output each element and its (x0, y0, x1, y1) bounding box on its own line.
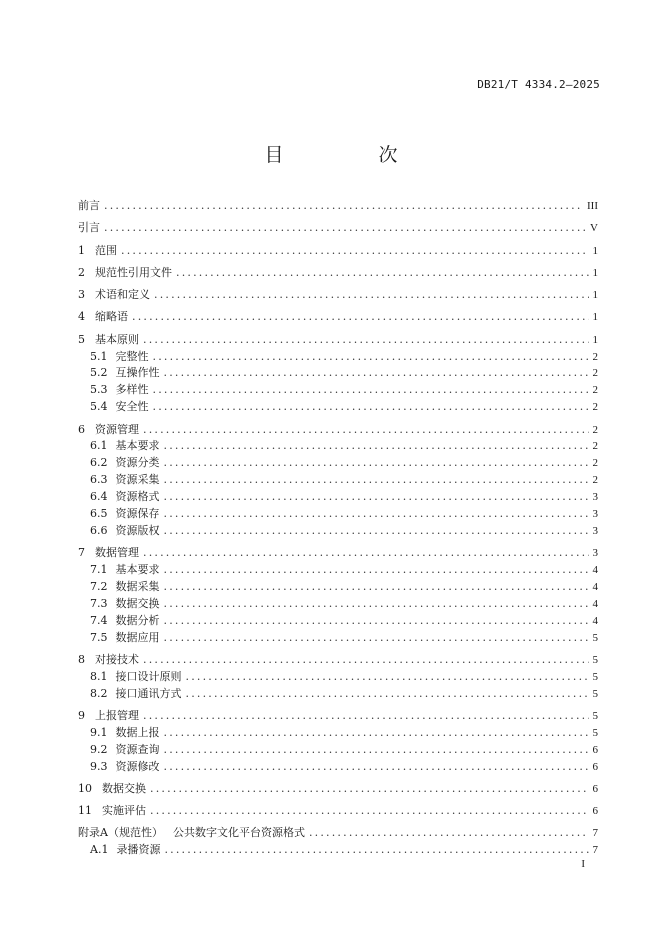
toc-dot-leader (164, 759, 589, 776)
table-of-contents (78, 198, 598, 859)
toc-entry[interactable] (78, 708, 598, 725)
toc-entry[interactable] (78, 349, 598, 366)
toc-entry-number: 8 (78, 652, 85, 666)
toc-entry-number: 9 (78, 708, 85, 722)
toc-entry-label: 互操作性 (115, 366, 160, 380)
toc-entry-label: 资源版权 (115, 523, 160, 537)
toc-dot-leader (164, 562, 589, 579)
toc-entry-page: 2 (592, 367, 598, 380)
toc-entry[interactable] (78, 382, 598, 399)
toc-entry-number: 6.6 (90, 523, 108, 537)
toc-entry-page: 1 (592, 244, 598, 257)
toc-entry-number: 8.2 (90, 686, 108, 700)
toc-entry-page: 2 (592, 350, 598, 363)
toc-entry-number: 7 (78, 546, 85, 560)
toc-entry-number: 6.5 (90, 506, 108, 520)
toc-entry-number: 7.5 (90, 630, 108, 644)
toc-entry-page: 5 (592, 726, 598, 739)
toc-entry-label: 资源分类 (115, 456, 160, 470)
toc-entry-label: 资源查询 (115, 742, 160, 756)
toc-entry[interactable] (78, 472, 598, 489)
toc-entry-label: 接口设计原则 (115, 669, 182, 683)
toc-entry-number: 1 (78, 243, 85, 257)
toc-entry-page: 2 (592, 401, 598, 414)
toc-entry-page: 2 (592, 423, 598, 436)
toc-entry-label: 安全性 (115, 400, 149, 414)
toc-dot-leader (153, 349, 589, 366)
toc-entry-label: 基本要求 (115, 439, 160, 453)
toc-entry[interactable] (78, 742, 598, 759)
toc-dot-leader (153, 382, 589, 399)
toc-dot-leader (164, 630, 589, 647)
toc-entry-number: A.1 (90, 843, 109, 857)
toc-entry-page: 5 (592, 631, 598, 644)
toc-dot-leader (143, 652, 589, 669)
toc-entry-page: III (587, 200, 598, 212)
toc-entry-number: 9.2 (90, 742, 108, 756)
toc-entry-label: 数据应用 (115, 630, 160, 644)
toc-entry[interactable] (78, 365, 598, 382)
toc-entry-page: 4 (592, 580, 598, 593)
toc-entry-page: 1 (592, 333, 598, 346)
toc-entry-label: 接口通讯方式 (115, 686, 182, 700)
toc-entry-label: 基本要求 (115, 563, 160, 577)
toc-dot-leader (143, 422, 589, 439)
document-code: DB21/T 4334.2—2025 (477, 78, 600, 91)
toc-entry[interactable] (78, 545, 598, 562)
toc-dot-leader (164, 742, 589, 759)
toc-entry[interactable] (78, 825, 598, 842)
toc-entry[interactable] (78, 455, 598, 472)
toc-entry-page: 3 (592, 524, 598, 537)
toc-entry-page: 4 (592, 597, 598, 610)
toc-entry[interactable] (78, 686, 598, 703)
toc-entry[interactable] (78, 579, 598, 596)
toc-entry-label: 上报管理 (95, 708, 139, 722)
toc-entry[interactable] (78, 523, 598, 540)
toc-entry-page: 2 (592, 457, 598, 470)
toc-dot-leader (154, 287, 589, 304)
toc-entry[interactable] (78, 613, 598, 630)
toc-entry[interactable] (78, 506, 598, 523)
toc-entry[interactable] (78, 438, 598, 455)
toc-entry[interactable] (78, 630, 598, 647)
toc-entry[interactable] (78, 725, 598, 742)
toc-entry-label: 范围 (95, 243, 117, 257)
toc-entry[interactable] (78, 309, 598, 326)
toc-entry-label: 对接技术 (95, 652, 139, 666)
toc-entry-label: 前言 (78, 199, 100, 212)
toc-entry-page: V (590, 222, 598, 235)
toc-entry-number: 6 (78, 422, 85, 436)
toc-entry-page: 5 (592, 670, 598, 683)
toc-entry-number: 11 (78, 804, 92, 818)
page-number: I (581, 858, 585, 870)
toc-dot-leader (164, 472, 589, 489)
toc-dot-leader (104, 220, 586, 237)
toc-title: 目 次 (264, 144, 436, 166)
toc-entry-number: 7.1 (90, 563, 108, 577)
toc-entry-page: 4 (592, 564, 598, 577)
toc-entry-label: 多样性 (115, 383, 149, 397)
toc-entry[interactable] (78, 198, 598, 215)
toc-entry-page: 2 (592, 384, 598, 397)
toc-entry[interactable] (78, 489, 598, 506)
toc-entry-number: 5.1 (90, 349, 108, 363)
toc-dot-leader (150, 781, 589, 798)
toc-entry-label: 数据上报 (115, 725, 160, 739)
toc-entry-page: 3 (592, 547, 598, 560)
toc-entry-label: 规范性引用文件 (95, 265, 172, 279)
toc-entry-number: 5 (78, 332, 85, 346)
toc-entry[interactable] (78, 287, 598, 304)
toc-entry[interactable] (78, 243, 598, 260)
toc-entry-label: 数据交换 (102, 781, 146, 795)
toc-entry-number: 5.2 (90, 366, 108, 380)
toc-entry-number: 5.4 (90, 400, 108, 414)
toc-entry-page: 3 (592, 507, 598, 520)
toc-entry-label: 引言 (78, 221, 100, 235)
toc-dot-leader (143, 708, 589, 725)
toc-entry-label: 资源修改 (115, 759, 160, 773)
toc-entry[interactable] (78, 220, 598, 237)
toc-entry-label: 数据交换 (115, 596, 160, 610)
toc-dot-leader (309, 825, 589, 842)
toc-entry-page: 1 (592, 289, 598, 302)
toc-dot-leader (164, 596, 589, 613)
toc-entry-page: 1 (592, 266, 598, 279)
toc-entry-number: 6.1 (90, 439, 108, 453)
toc-entry-label: 数据采集 (115, 579, 160, 593)
toc-dot-leader (150, 803, 589, 820)
toc-entry-label: 录播资源 (116, 843, 161, 857)
toc-entry-page: 5 (592, 653, 598, 666)
toc-entry-label: 资源保存 (115, 506, 160, 520)
toc-entry-page: 1 (592, 311, 598, 324)
toc-entry[interactable] (78, 596, 598, 613)
toc-dot-leader (164, 455, 589, 472)
toc-dot-leader (143, 545, 589, 562)
toc-entry-number: 5.3 (90, 383, 108, 397)
toc-entry-page: 6 (592, 760, 598, 773)
toc-entry-label: 术语和定义 (95, 288, 150, 302)
toc-entry-number: 6.3 (90, 473, 108, 487)
toc-entry-number: 7.3 (90, 596, 108, 610)
toc-entry-label: 基本原则 (95, 332, 139, 346)
toc-entry-page: 7 (592, 827, 598, 840)
toc-dot-leader (164, 506, 589, 523)
toc-entry-number: 7.4 (90, 613, 108, 627)
toc-dot-leader (186, 686, 589, 703)
toc-dot-leader (164, 842, 588, 859)
toc-entry-page: 6 (592, 782, 598, 795)
toc-entry-number: 8.1 (90, 669, 108, 683)
toc-entry-page: 7 (592, 844, 598, 857)
toc-entry[interactable] (78, 759, 598, 776)
toc-dot-leader (132, 309, 589, 326)
toc-dot-leader (164, 438, 589, 455)
toc-entry-label: 数据管理 (95, 546, 139, 560)
toc-entry-label: 完整性 (115, 349, 149, 363)
toc-entry-number: 9.3 (90, 759, 108, 773)
toc-entry-number: 6.4 (90, 490, 108, 504)
toc-entry[interactable] (78, 399, 598, 416)
toc-entry-number: 3 (78, 288, 85, 302)
toc-entry-label: 资源管理 (95, 422, 139, 436)
toc-entry-page: 3 (592, 491, 598, 504)
toc-entry[interactable] (78, 652, 598, 669)
toc-entry[interactable] (78, 562, 598, 579)
toc-entry[interactable] (78, 803, 598, 820)
toc-entry[interactable] (78, 842, 598, 859)
toc-dot-leader (121, 243, 589, 260)
toc-entry-label: 实施评估 (102, 804, 146, 818)
toc-entry-number: 6.2 (90, 456, 108, 470)
toc-entry-number: 7.2 (90, 579, 108, 593)
toc-entry[interactable] (78, 265, 598, 282)
toc-dot-leader (164, 523, 589, 540)
toc-dot-leader (164, 725, 589, 742)
toc-entry-label: 数据分析 (115, 613, 160, 627)
toc-entry-label: 资源格式 (115, 490, 160, 504)
toc-dot-leader (153, 399, 589, 416)
toc-entry-label: 缩略语 (95, 310, 128, 324)
toc-dot-leader (164, 579, 589, 596)
toc-entry-number: 2 (78, 265, 85, 279)
toc-dot-leader (104, 198, 583, 215)
toc-entry-page: 2 (592, 440, 598, 453)
toc-dot-leader (176, 265, 589, 282)
toc-entry-page: 5 (592, 687, 598, 700)
toc-entry-number: 附录A（规范性） (78, 826, 163, 840)
toc-entry[interactable] (78, 781, 598, 798)
toc-entry-number: 10 (78, 781, 92, 795)
toc-dot-leader (164, 365, 589, 382)
toc-entry-page: 2 (592, 474, 598, 487)
toc-entry[interactable] (78, 422, 598, 439)
toc-entry-number: 9.1 (90, 725, 108, 739)
toc-dot-leader (164, 613, 589, 630)
toc-dot-leader (186, 669, 589, 686)
toc-entry-label: 资源采集 (115, 473, 160, 487)
toc-entry[interactable] (78, 669, 598, 686)
toc-entry-page: 6 (592, 805, 598, 818)
toc-entry-label: 公共数字文化平台资源格式 (172, 826, 305, 840)
toc-dot-leader (143, 332, 589, 349)
toc-entry[interactable] (78, 332, 598, 349)
toc-entry-page: 5 (592, 709, 598, 722)
toc-dot-leader (164, 489, 589, 506)
toc-entry-number: 4 (78, 310, 85, 324)
toc-entry-page: 4 (592, 614, 598, 627)
toc-entry-page: 6 (592, 743, 598, 756)
